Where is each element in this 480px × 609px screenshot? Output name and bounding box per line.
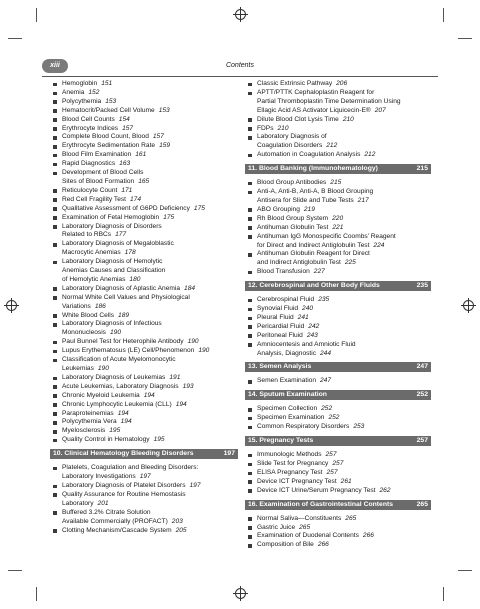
- toc-page-number: 194: [175, 400, 187, 408]
- toc-entry-text: ABO Grouping: [257, 205, 300, 213]
- toc-entry: [50, 356, 238, 374]
- toc-entry-text: Common Respiratory Disorders: [257, 423, 350, 431]
- toc-page-number: 165: [138, 177, 150, 185]
- toc-page-number: 157: [122, 124, 134, 132]
- toc-entry: [245, 116, 431, 125]
- chapter-heading: [50, 449, 238, 459]
- toc-entry: [245, 133, 431, 151]
- toc-entry-text: Partial Thromboplastin Time Determination Using: [257, 97, 401, 105]
- toc-page-number: 252: [321, 405, 333, 413]
- toc-entry-text: Laboratory Diagnosis of Aplastic Anemia: [62, 284, 181, 292]
- toc-entry-text: Hemoglobin: [62, 80, 98, 87]
- toc-page-number: 266: [317, 541, 329, 549]
- left-column: [50, 80, 238, 535]
- toc-page-number: 244: [320, 349, 332, 357]
- toc-entry-text: Dilute Blood Clot Lysis Time: [257, 115, 339, 123]
- chapter-title: 16. Examination of Gastrointestinal Contents: [248, 500, 394, 508]
- toc-entry: [245, 314, 431, 323]
- toc-entry-text: Laboratory Diagnosis of Infectious: [62, 320, 162, 328]
- toc-entry-text: Variations: [62, 302, 91, 310]
- toc-entry: [245, 323, 431, 332]
- toc-entry: [50, 214, 238, 223]
- toc-page-number: 235: [318, 296, 330, 304]
- toc-entry-text: Antisera for Slide and Tube Tests: [257, 196, 354, 204]
- toc-page-number: 194: [120, 418, 132, 426]
- toc-entry: [50, 285, 238, 294]
- toc-page-number: 184: [184, 284, 196, 292]
- toc-page-number: 252: [328, 414, 340, 422]
- toc-entry: [50, 312, 238, 321]
- toc-entry: [245, 224, 431, 233]
- toc-page-number: 153: [158, 106, 170, 114]
- toc-page-number: 207: [374, 106, 386, 114]
- registration-mark: [463, 300, 474, 311]
- toc-page-number: 220: [332, 214, 344, 222]
- toc-entry: [50, 374, 238, 383]
- toc-entry: [245, 151, 431, 160]
- toc-entry-text: Antihuman IgG Monospecific Coombs' Reagent: [257, 232, 396, 240]
- chapter-page: 265: [416, 500, 428, 508]
- chapter-heading: [245, 500, 431, 510]
- toc-entry-text: Anti-A, Anti-B, Anti-A, B Blood Grouping: [257, 188, 374, 196]
- toc-entry: [50, 187, 238, 196]
- toc-entry-text: Red Cell Fragility Test: [62, 195, 127, 203]
- toc-page-number: 265: [345, 514, 357, 522]
- toc-page-number: 152: [88, 88, 100, 96]
- toc-entry-text: Sites of Blood Formation: [62, 177, 135, 185]
- toc-entry: [50, 98, 238, 107]
- toc-entry: [245, 188, 431, 206]
- chapter-page: 215: [416, 165, 428, 173]
- crop-mark: [443, 587, 444, 601]
- toc-entry-text: Acute Leukemias, Laboratory Diagnosis: [62, 382, 179, 390]
- toc-page-number: 240: [302, 305, 314, 313]
- toc-page-number: 175: [163, 213, 175, 221]
- toc-entry-text: Quality Assurance for Routine Hemostasis: [62, 490, 186, 498]
- crop-mark: [36, 8, 37, 22]
- toc-entry-text: Related to RBCs: [62, 231, 112, 239]
- toc-entry: [245, 451, 431, 460]
- toc-entry: [50, 258, 238, 285]
- toc-entry-text: Qualitative Assessment of G6PD Deficiency: [62, 204, 190, 212]
- toc-entry: [50, 160, 238, 169]
- toc-page-number: 157: [152, 133, 164, 141]
- toc-list: [245, 405, 431, 432]
- toc-list: [245, 80, 431, 160]
- toc-entry-text: Automation in Coagulation Analysis: [257, 151, 361, 159]
- toc-page-number: 243: [306, 331, 318, 339]
- toc-entry-text: Antihuman Globulin Reagent for Direct: [257, 250, 370, 258]
- toc-entry: [50, 133, 238, 142]
- toc-page-number: 178: [124, 249, 136, 257]
- toc-page-number: 210: [342, 115, 354, 123]
- chapter-title: 12. Cerebrospinal and Other Body Fluids: [248, 282, 380, 290]
- toc-entry-text: Amniocentesis and Amniotic Fluid: [257, 340, 356, 348]
- chapter-heading: [245, 436, 431, 446]
- toc-list: [50, 464, 238, 535]
- toc-entry-text: Classic Extrinsic Pathway: [257, 80, 333, 87]
- toc-entry: [245, 125, 431, 134]
- toc-entry: [50, 294, 238, 312]
- toc-entry-text: Laboratory Diagnosis of Disorders: [62, 222, 162, 230]
- toc-page-number: 206: [336, 80, 348, 87]
- toc-page-number: 197: [139, 473, 151, 481]
- toc-entry: [245, 296, 431, 305]
- toc-entry: [50, 240, 238, 258]
- toc-entry: [50, 320, 238, 338]
- toc-entry-text: Cerebrospinal Fluid: [257, 296, 315, 304]
- chapter-heading: [245, 390, 431, 400]
- toc-entry: [50, 80, 238, 89]
- toc-entry-text: Clotting Mechanism/Cascade System: [62, 526, 172, 534]
- chapter-title: 11. Blood Banking (Immunohematology): [248, 165, 378, 173]
- toc-entry-text: Erythrocyte Sedimentation Rate: [62, 142, 156, 150]
- toc-list: [245, 179, 431, 277]
- toc-entry: [245, 377, 431, 386]
- toc-page-number: 171: [121, 186, 133, 194]
- toc-entry-text: Blood Cell Counts: [62, 115, 115, 123]
- toc-entry-text: Slide Test for Pregnancy: [257, 460, 329, 467]
- toc-page-number: 161: [135, 151, 147, 159]
- toc-page-number: 194: [143, 391, 155, 399]
- toc-entry: [50, 410, 238, 419]
- toc-page-number: 175: [193, 204, 205, 212]
- toc-page-number: 261: [340, 477, 352, 485]
- toc-entry: [50, 401, 238, 410]
- toc-entry: [245, 524, 431, 533]
- chapter-heading: [245, 362, 431, 372]
- toc-entry-text: Laboratory Diagnosis of Platelet Disorders: [62, 481, 186, 489]
- toc-page-number: 210: [277, 124, 289, 132]
- toc-entry: [245, 541, 431, 550]
- toc-entry: [245, 469, 431, 478]
- toc-entry-text: Laboratory Diagnosis of Leukemias: [62, 373, 166, 381]
- toc-entry: [50, 196, 238, 205]
- toc-page-number: 265: [299, 523, 311, 531]
- toc-entry: [50, 116, 238, 125]
- toc-page-number: 205: [175, 526, 187, 534]
- toc-entry: [245, 250, 431, 268]
- toc-entry: [245, 405, 431, 414]
- toc-entry-text: Normal White Cell Values and Physiological: [62, 293, 190, 301]
- toc-entry: [245, 341, 431, 359]
- toc-entry: [50, 151, 238, 160]
- toc-entry-text: Ellagic Acid AS Activator Liquicecin-E®: [257, 106, 371, 114]
- toc-entry-text: Analysis, Diagnostic: [257, 349, 317, 357]
- registration-mark: [235, 9, 246, 20]
- chapter-title: 14. Sputum Examination: [248, 391, 327, 399]
- toc-entry: [50, 347, 238, 356]
- toc-entry-text: Mononucleosis: [62, 329, 106, 337]
- toc-page-number: 242: [308, 322, 320, 330]
- crop-mark: [458, 570, 472, 571]
- toc-entry: [245, 487, 431, 496]
- toc-entry-text: Rh Blood Group System: [257, 214, 329, 222]
- toc-entry-text: Blood Group Antibodies: [257, 179, 327, 187]
- toc-page-number: 257: [332, 460, 344, 467]
- toc-entry-text: Examination of Duodenal Contents: [257, 532, 359, 540]
- right-column: [245, 80, 431, 550]
- toc-entry-text: Erythrocyte Indices: [62, 124, 119, 132]
- toc-entry-text: Chronic Lymphocytic Leukemia (CLL): [62, 400, 172, 408]
- toc-page-number: 219: [303, 205, 315, 213]
- toc-entry-text: Laboratory Diagnosis of: [257, 133, 327, 141]
- toc-list: [245, 296, 431, 358]
- crop-mark: [458, 38, 472, 39]
- toc-page-number: 163: [119, 160, 131, 168]
- toc-page-number: 195: [153, 436, 165, 444]
- toc-entry: [50, 491, 238, 509]
- toc-entry: [245, 414, 431, 423]
- toc-entry: [245, 460, 431, 469]
- toc-entry: [50, 205, 238, 214]
- toc-list: [50, 80, 238, 445]
- toc-list: [245, 377, 431, 386]
- chapter-page: 252: [416, 391, 428, 399]
- crop-mark: [443, 8, 444, 22]
- toc-entry-text: Polycythemia Vera: [62, 418, 117, 426]
- crop-mark: [36, 587, 37, 601]
- toc-entry: [50, 223, 238, 241]
- chapter-title: 13. Semen Analysis: [248, 363, 312, 371]
- toc-entry-text: Semen Examination: [257, 377, 317, 385]
- toc-page-number: 212: [326, 142, 338, 150]
- chapter-heading: [245, 281, 431, 291]
- toc-entry-text: Paraproteinemias: [62, 409, 114, 417]
- toc-entry: [50, 482, 238, 491]
- toc-entry-text: Macrocytic Anemias: [62, 249, 121, 257]
- chapter-page: 257: [416, 437, 428, 445]
- chapter-heading: [245, 164, 431, 174]
- toc-entry-text: Paul Bunnel Test for Heterophile Antibody: [62, 338, 184, 346]
- toc-page-number: 190: [97, 365, 109, 372]
- toc-entry-text: Device ICT Pregnancy Test: [257, 477, 337, 485]
- toc-entry: [245, 89, 431, 116]
- chapter-page: 197: [223, 450, 235, 458]
- toc-page-number: 224: [373, 241, 385, 249]
- toc-page-number: 227: [313, 268, 325, 276]
- toc-entry: [245, 305, 431, 314]
- page-header: [42, 58, 438, 77]
- toc-entry: [245, 268, 431, 277]
- toc-entry-text: FDPs: [257, 124, 274, 132]
- toc-entry-text: Anemia: [62, 88, 85, 96]
- toc-entry: [50, 125, 238, 134]
- toc-entry-text: Buffered 3.2% Citrate Solution: [62, 508, 151, 516]
- toc-entry-text: Pleural Fluid: [257, 313, 294, 321]
- toc-entry-text: Pericardial Fluid: [257, 322, 305, 330]
- toc-entry-text: Blood Transfusion: [257, 268, 310, 276]
- toc-page-number: 241: [297, 313, 309, 321]
- crop-mark: [8, 38, 22, 39]
- toc-entry: [50, 169, 238, 187]
- toc-entry-text: Synovial Fluid: [257, 305, 299, 313]
- toc-entry: [245, 478, 431, 487]
- toc-entry-text: Blood Film Examination: [62, 151, 132, 159]
- chapter-title: 15. Pregnancy Tests: [248, 437, 314, 445]
- toc-page-number: 201: [97, 499, 109, 507]
- toc-entry: [245, 179, 431, 188]
- toc-entry-text: of Hemolytic Anemias: [62, 275, 126, 283]
- toc-entry-text: Laboratory Diagnosis of Hemolytic: [62, 258, 163, 266]
- toc-entry-text: Immunologic Methods: [257, 451, 322, 459]
- toc-page-number: 190: [109, 329, 121, 337]
- toc-entry-text: Examination of Fetal Hemoglobin: [62, 213, 160, 221]
- toc-page-number: 215: [330, 179, 342, 187]
- toc-entry: [50, 464, 238, 482]
- toc-entry: [50, 338, 238, 347]
- toc-page-number: 151: [101, 80, 113, 87]
- toc-entry-text: APTT/PTTK Cephaloplastin Reagent for: [257, 88, 375, 96]
- toc-entry-text: Laboratory Investigations: [62, 473, 136, 481]
- toc-entry-text: Laboratory: [62, 499, 94, 507]
- toc-entry: [245, 332, 431, 341]
- toc-entry-text: Polycythemia: [62, 97, 102, 105]
- toc-entry: [50, 427, 238, 436]
- toc-page-number: 154: [118, 115, 130, 123]
- toc-page-number: 225: [344, 259, 356, 267]
- toc-entry-text: Complete Blood Count, Blood: [62, 133, 149, 141]
- toc-entry-text: Classification of Acute Myelomonocytic: [62, 356, 176, 364]
- running-title: Contents: [225, 62, 255, 69]
- toc-entry-text: Chronic Myeloid Leukemia: [62, 391, 140, 399]
- toc-entry-text: Gastric Juice: [257, 523, 296, 531]
- toc-entry-text: Composition of Bile: [257, 541, 314, 549]
- toc-page-number: 262: [379, 486, 391, 494]
- toc-entry-text: for Direct and Indirect Antiglobulin Test: [257, 241, 370, 249]
- toc-entry: [245, 80, 431, 89]
- toc-entry-text: Reticulocyte Count: [62, 186, 118, 194]
- toc-page-number: 266: [362, 532, 374, 540]
- toc-page-number: 190: [187, 338, 199, 346]
- chapter-page: 247: [416, 363, 428, 371]
- toc-page-number: 186: [94, 302, 106, 310]
- toc-entry: [50, 527, 238, 536]
- toc-entry: [245, 206, 431, 215]
- toc-entry-text: Normal Saliva—Constituents: [257, 514, 342, 522]
- toc-entry: [50, 509, 238, 527]
- toc-page-number: 253: [353, 423, 365, 431]
- toc-entry: [245, 215, 431, 224]
- toc-entry-text: Available Commercially (PROFACT): [62, 517, 168, 525]
- toc-entry-text: Device ICT Urine/Serum Pregnancy Test: [257, 486, 376, 494]
- toc-entry-text: Lupus Erythematosus (LE) Cell/Phenomenon: [62, 347, 195, 355]
- toc-entry-text: Antihuman Globulin Test: [257, 223, 329, 231]
- toc-page-number: 257: [325, 451, 337, 459]
- toc-entry-text: Development of Blood Cells: [62, 169, 144, 177]
- toc-page-number: 180: [129, 275, 141, 283]
- toc-page-number: 212: [364, 151, 376, 159]
- toc-entry-text: Specimen Collection: [257, 405, 318, 413]
- toc-entry-text: Leukemias: [62, 365, 94, 372]
- toc-entry-text: White Blood Cells: [62, 311, 115, 319]
- toc-page-number: 153: [105, 97, 117, 105]
- toc-page-number: 193: [182, 382, 194, 390]
- toc-entry-text: ELISA Pregnancy Test: [257, 468, 323, 476]
- toc-page-number: 190: [198, 347, 210, 355]
- chapter-title: 10. Clinical Hematology Bleeding Disorders: [53, 450, 194, 458]
- toc-entry: [50, 436, 238, 445]
- toc-entry: [50, 89, 238, 98]
- toc-page-number: 217: [357, 196, 369, 204]
- toc-page-number: 159: [159, 142, 171, 150]
- toc-entry-text: Hematocrit/Packed Cell Volume: [62, 106, 155, 114]
- toc-entry: [50, 383, 238, 392]
- crop-mark: [8, 570, 22, 571]
- toc-entry-text: Coagulation Disorders: [257, 142, 323, 150]
- toc-page-number: 197: [189, 481, 201, 489]
- toc-page-number: 174: [130, 195, 142, 203]
- toc-entry: [50, 107, 238, 116]
- toc-page-number: 203: [171, 517, 183, 525]
- toc-page-number: 195: [109, 427, 121, 435]
- toc-entry: [245, 515, 431, 524]
- toc-list: [245, 515, 431, 551]
- toc-entry: [50, 392, 238, 401]
- toc-page-number: 177: [115, 231, 127, 239]
- toc-list: [245, 451, 431, 496]
- toc-entry: [245, 532, 431, 541]
- registration-mark: [6, 300, 17, 311]
- toc-entry-text: Myelosclerosis: [62, 427, 106, 435]
- toc-page-number: 221: [332, 223, 344, 231]
- toc-entry-text: Peritoneal Fluid: [257, 331, 303, 339]
- toc-entry-text: Quality Control in Hematology: [62, 436, 150, 444]
- chapter-page: 235: [416, 282, 428, 290]
- toc-page-number: 189: [118, 311, 130, 319]
- toc-entry: [50, 142, 238, 151]
- toc-page-number: 247: [320, 377, 332, 385]
- toc-page-number: 194: [117, 409, 129, 417]
- toc-page-number: 257: [326, 468, 338, 476]
- toc-entry: [245, 233, 431, 251]
- toc-page-number: 191: [169, 373, 181, 381]
- toc-entry: [50, 418, 238, 427]
- toc-entry-text: Specimen Examination: [257, 414, 325, 422]
- toc-entry: [245, 423, 431, 432]
- toc-entry-text: Anemias Causes and Classification: [62, 267, 166, 275]
- registration-mark: [235, 588, 246, 599]
- toc-entry-text: Laboratory Diagnosis of Megaloblastic: [62, 240, 174, 248]
- toc-entry-text: Rapid Diagnostics: [62, 160, 116, 168]
- toc-entry-text: and Indirect Antiglobulin Test: [257, 259, 341, 267]
- page-number: xiii: [42, 59, 68, 73]
- toc-entry-text: Platelets, Coagulation and Bleeding Disorders:: [62, 464, 199, 472]
